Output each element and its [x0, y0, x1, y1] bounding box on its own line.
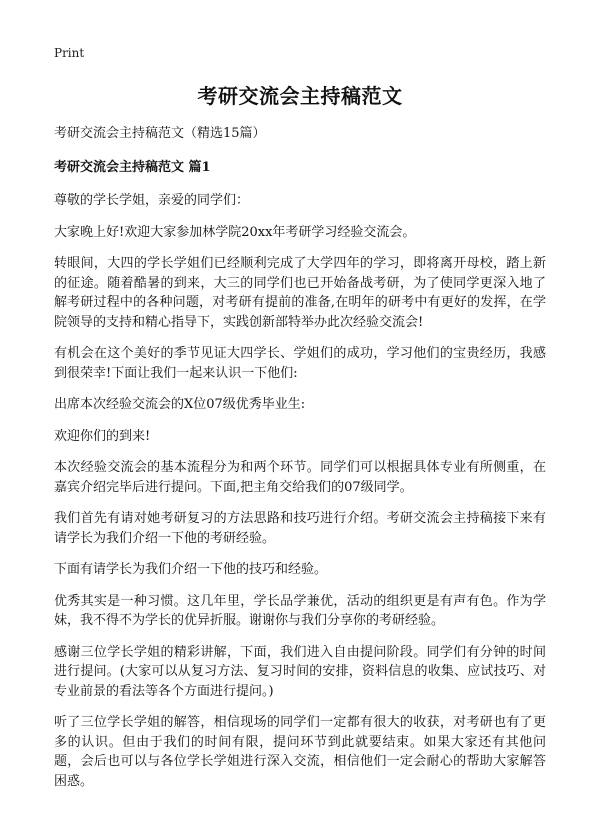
paragraph-attendees: 出席本次经验交流会的X位07级优秀毕业生:	[54, 397, 306, 412]
paragraph-qa: 感谢三位学长学姐的精彩讲解，下面，我们进入自由提问阶段。同学们有分钟的时间进行提问。(大家可以从复习方法、复习时间的安排，资料信息的收集、应试技巧、对专业前景的看法等各个方面进行提问。)	[54, 644, 546, 699]
print-label: Print	[54, 46, 85, 60]
paragraph-welcome-guests: 欢迎你们的到来!	[54, 428, 151, 444]
document-body	[54, 124, 546, 803]
paragraph-next-speaker: 下面有请学长为我们介绍一下他的技巧和经验。	[54, 562, 328, 577]
paragraph-welcome: 大家晚上好!欢迎大家参加林学院20xx年考研学习经验交流会。	[54, 224, 416, 240]
section-heading: 考研交流会主持稿范文 篇1	[54, 159, 211, 175]
paragraph-closing: 听了三位学长学姐的解答，相信现场的同学们一定都有很大的收获，对考研也有了更多的认识。但由于我们的时间有限，提问环节到此就要结束。如果大家还有其他问题，会后也可以与各位学长学姐进行深入交流，相信他们一定会耐心的帮助大家解答困惑。	[54, 715, 546, 789]
paragraph-honor: 有机会在这个美好的季节见证大四学长、学姐们的成功，学习他们的宝贵经历，我感到很荣幸!下面让我们一起来认识一下他们:	[54, 346, 546, 381]
paragraph-excellence: 优秀其实是一种习惯。这几年里，学长品学兼优，活动的组织更是有声有色。作为学妹，我不得不为学长的优异折服。谢谢你与我们分享你的考研经验。	[54, 593, 546, 628]
document-title: 考研交流会主持稿范文	[197, 84, 403, 108]
paragraph-process: 本次经验交流会的基本流程分为和两个环节。同学们可以根据具体专业有所侧重，在嘉宾介绍完毕后进行提问。下面,把主角交给我们的07级同学。	[54, 460, 546, 495]
paragraph-intro: 转眼间，大四的学长学姐们已经顺利完成了大学四年的学习，即将离开母校，踏上新的征途。随着酷暑的到来，大三的同学们也已开始备战考研，为了使同学更深入地了解考研过程中的各种问题，对考研有提前的准备,在明年的研考中有更好的发挥，在学院领导的支持和精心指导下，实践创新部特举办此次经验交流会!	[54, 256, 546, 330]
paragraph-greeting: 尊敬的学长学姐，亲爱的同学们：	[54, 193, 250, 208]
paragraph-first-speaker: 我们首先有请对她考研复习的方法思路和技巧进行介绍。考研交流会主持稿接下来有请学长为我们介绍一下他的考研经验。	[54, 511, 546, 546]
document-subtitle: 考研交流会主持稿范文（精选15篇）	[54, 126, 266, 141]
